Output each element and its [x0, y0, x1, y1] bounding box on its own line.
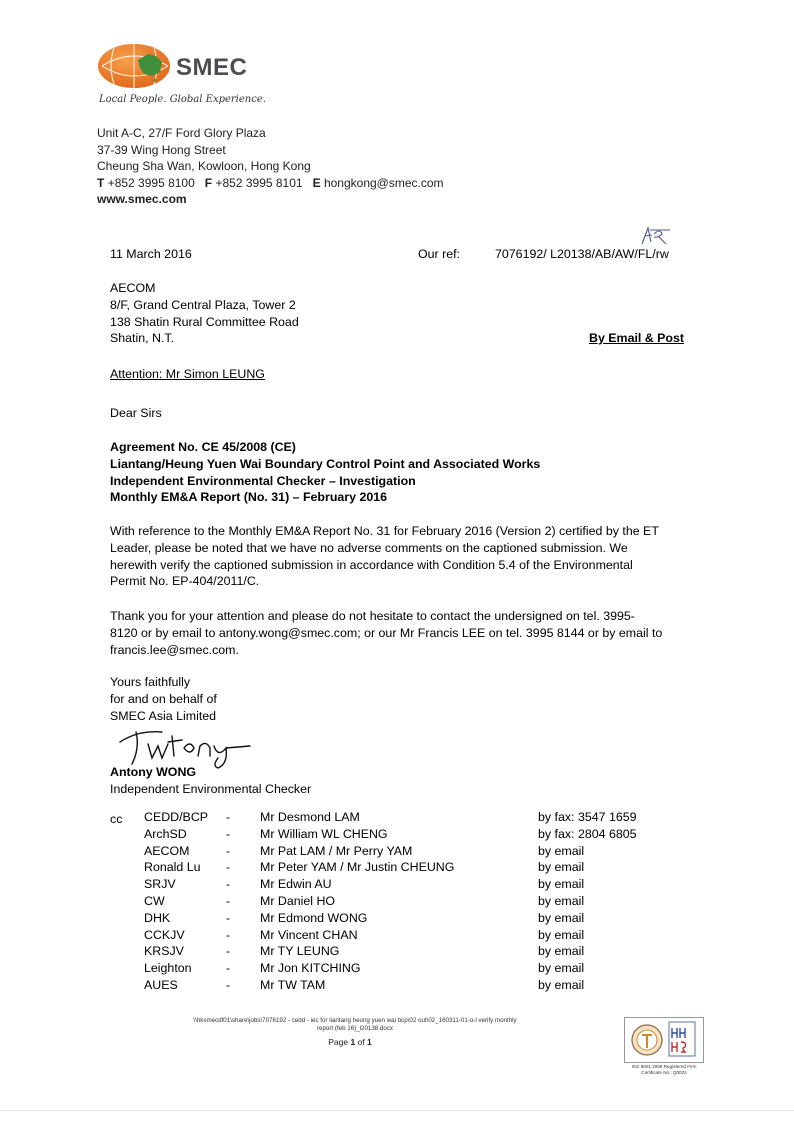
- cc-organization: Leighton: [144, 961, 192, 976]
- cc-person: Mr Jon KITCHING: [260, 961, 361, 976]
- recipient-line: 8/F, Grand Central Plaza, Tower 2: [110, 297, 296, 312]
- paragraph-line: Thank you for your attention and please do not hesitate to contact the undersigned on tel. 3995-: [110, 609, 635, 623]
- cc-dash: -: [226, 961, 231, 976]
- cc-method: by email: [538, 843, 585, 858]
- reference-value: 7076192/ L20138/AB/AW/FL/rw: [495, 247, 669, 261]
- cc-method: by email: [538, 927, 585, 942]
- fax-label: F: [204, 175, 213, 190]
- cc-person: Mr TW TAM: [260, 977, 326, 992]
- cc-person: Mr Edwin AU: [260, 877, 332, 892]
- paragraph-line: 8120 or by email to antony.wong@smec.com; or our Mr Francis LEE on tel. 3995 8144 or by email to: [110, 625, 663, 640]
- cc-method: by email: [538, 910, 585, 925]
- cc-dash: -: [226, 810, 231, 824]
- cc-dash: -: [226, 826, 231, 841]
- cc-organization: ArchSD: [144, 826, 187, 841]
- file-path-line: report (feb 16)_l20138.docx: [316, 1025, 394, 1032]
- cc-person: Mr Daniel HO: [260, 893, 336, 908]
- paragraph-line: Leader, please be noted that we have no adverse comments on the captioned submission. We: [110, 540, 628, 555]
- recipient-address: [110, 280, 299, 347]
- cc-organization: AECOM: [144, 843, 190, 858]
- subject-line: Agreement No. CE 45/2008 (CE): [110, 440, 296, 454]
- cc-row: [144, 843, 658, 860]
- handwritten-signature: [118, 718, 258, 770]
- cc-organization: AUES: [144, 977, 178, 992]
- signer-name: Antony WONG: [110, 765, 197, 779]
- cc-row: [144, 809, 658, 826]
- cc-dash: -: [226, 860, 231, 875]
- cc-organization: KRSJV: [144, 944, 184, 959]
- body-paragraph: [110, 608, 685, 658]
- cc-person: Mr Peter YAM / Mr Justin CHEUNG: [260, 860, 455, 875]
- recipient-line: Shatin, N.T.: [110, 331, 175, 346]
- subject-line: Independent Environmental Checker – Investigation: [110, 473, 416, 488]
- cert-caption: [624, 1064, 704, 1075]
- delivery-method: By Email & Post: [589, 331, 685, 345]
- page-edge-divider: [0, 1110, 794, 1111]
- phone-label: T: [97, 175, 105, 190]
- signer-title: Independent Environmental Checker: [110, 781, 312, 796]
- page-current: 1: [350, 1037, 356, 1047]
- brand-tagline: Local People. Global Experience.: [99, 94, 266, 105]
- cert-line: Certificate No.: Q0022: [641, 1069, 687, 1075]
- attention-line: Attention: Mr Simon LEUNG: [110, 367, 265, 381]
- cc-row: [144, 876, 658, 893]
- letter-date: 11 March 2016: [110, 247, 192, 261]
- subject-block: [110, 439, 540, 506]
- cert-line: ISO 9001:2008 Registered Firm: [631, 1064, 697, 1069]
- cc-label: cc: [110, 812, 123, 826]
- cc-row: [144, 826, 658, 843]
- cc-person: Mr William WL CHENG: [260, 826, 388, 841]
- signer-block: [110, 764, 311, 798]
- cc-dash: -: [226, 877, 231, 892]
- cc-table: [144, 809, 658, 994]
- email-label: E: [312, 175, 321, 190]
- cc-organization: CW: [144, 893, 165, 908]
- cc-row: [144, 910, 658, 927]
- website: www.smec.com: [97, 192, 187, 206]
- cc-method: by email: [538, 893, 585, 908]
- closing-block: [110, 674, 217, 724]
- recipient-line: AECOM: [110, 281, 156, 295]
- contact-line: [97, 175, 444, 192]
- page-total: 1: [367, 1037, 372, 1047]
- cc-person: Mr Desmond LAM: [260, 810, 360, 824]
- subject-line: Liantang/Heung Yuen Wai Boundary Control Point and Associated Works: [110, 456, 541, 471]
- cc-person: Mr TY LEUNG: [260, 944, 340, 959]
- cc-person: Mr Pat LAM / Mr Perry YAM: [260, 843, 413, 858]
- cc-method: by email: [538, 944, 585, 959]
- cc-person: Mr Edmond WONG: [260, 910, 368, 925]
- cc-dash: -: [226, 977, 231, 992]
- email-value: hongkong@smec.com: [323, 175, 444, 190]
- cert-logo-box: [624, 1017, 704, 1063]
- cc-row: [144, 893, 658, 910]
- cc-dash: -: [226, 843, 231, 858]
- cc-row: [144, 977, 658, 994]
- paragraph-line: francis.lee@smec.com.: [110, 642, 239, 657]
- address-line: Cheung Sha Wan, Kowloon, Hong Kong: [97, 159, 311, 173]
- recipient-line: 138 Shatin Rural Committee Road: [110, 314, 299, 329]
- cc-dash: -: [226, 944, 231, 959]
- address-line: 37-39 Wing Hong Street: [97, 142, 226, 157]
- cc-person: Mr Vincent CHAN: [260, 927, 358, 942]
- cc-method: by fax: 2804 6805: [538, 826, 637, 841]
- cc-row: [144, 859, 658, 876]
- cc-method: by email: [538, 877, 585, 892]
- closing-line: SMEC Asia Limited: [110, 708, 217, 723]
- file-path-line: \\hksmecdf01\share\jobs\7076192 - cedd - iec for liantang heung yuen wai bcp\02 out\02_160311-01-o-l verify monthly: [193, 1017, 517, 1024]
- handwritten-initials: [636, 224, 676, 248]
- closing-line: for and on behalf of: [110, 691, 217, 706]
- cc-dash: -: [226, 910, 231, 925]
- address-line: Unit A-C, 27/F Ford Glory Plaza: [97, 126, 266, 140]
- globe-icon: [96, 42, 176, 92]
- paragraph-line: Permit No. EP-404/2011/C.: [110, 574, 260, 589]
- cc-row: [144, 943, 658, 960]
- subject-line: Monthly EM&A Report (No. 31) – February 2016: [110, 490, 388, 505]
- page-mid: of: [355, 1037, 368, 1047]
- company-address-block: [97, 125, 444, 208]
- cc-method: by email: [538, 860, 585, 875]
- body-paragraph: [110, 523, 685, 590]
- cc-organization: Ronald Lu: [144, 860, 201, 875]
- closing-line: Yours faithfully: [110, 675, 191, 689]
- paragraph-line: With reference to the Monthly EM&A Report No. 31 for February 2016 (Version 2) certified by the ET: [110, 524, 659, 538]
- cc-dash: -: [226, 893, 231, 908]
- page-number: [300, 1037, 400, 1047]
- phone-value: +852 3995 8100: [107, 175, 195, 190]
- cc-method: by email: [538, 961, 585, 976]
- file-path: [150, 1017, 560, 1033]
- cc-organization: CEDD/BCP: [144, 810, 209, 824]
- cc-organization: SRJV: [144, 877, 176, 892]
- certification-logo-icon: [625, 1018, 703, 1062]
- iso-certification-mark: [624, 1017, 704, 1075]
- page-prefix: Page: [328, 1037, 351, 1047]
- cc-row: [144, 960, 658, 977]
- cc-row: [144, 927, 658, 944]
- cc-method: by fax: 3547 1659: [538, 810, 637, 824]
- reference-label: Our ref:: [418, 247, 460, 261]
- paragraph-line: herewith verify the captioned submission in accordance with Condition 5.4 of the Environmental: [110, 557, 633, 572]
- salutation: Dear Sirs: [110, 406, 162, 420]
- cc-method: by email: [538, 977, 585, 992]
- brand-wordmark: SMEC: [176, 54, 248, 81]
- cc-organization: DHK: [144, 910, 171, 925]
- fax-value: +852 3995 8101: [215, 175, 303, 190]
- cc-organization: CCKJV: [144, 927, 185, 942]
- cc-dash: -: [226, 927, 231, 942]
